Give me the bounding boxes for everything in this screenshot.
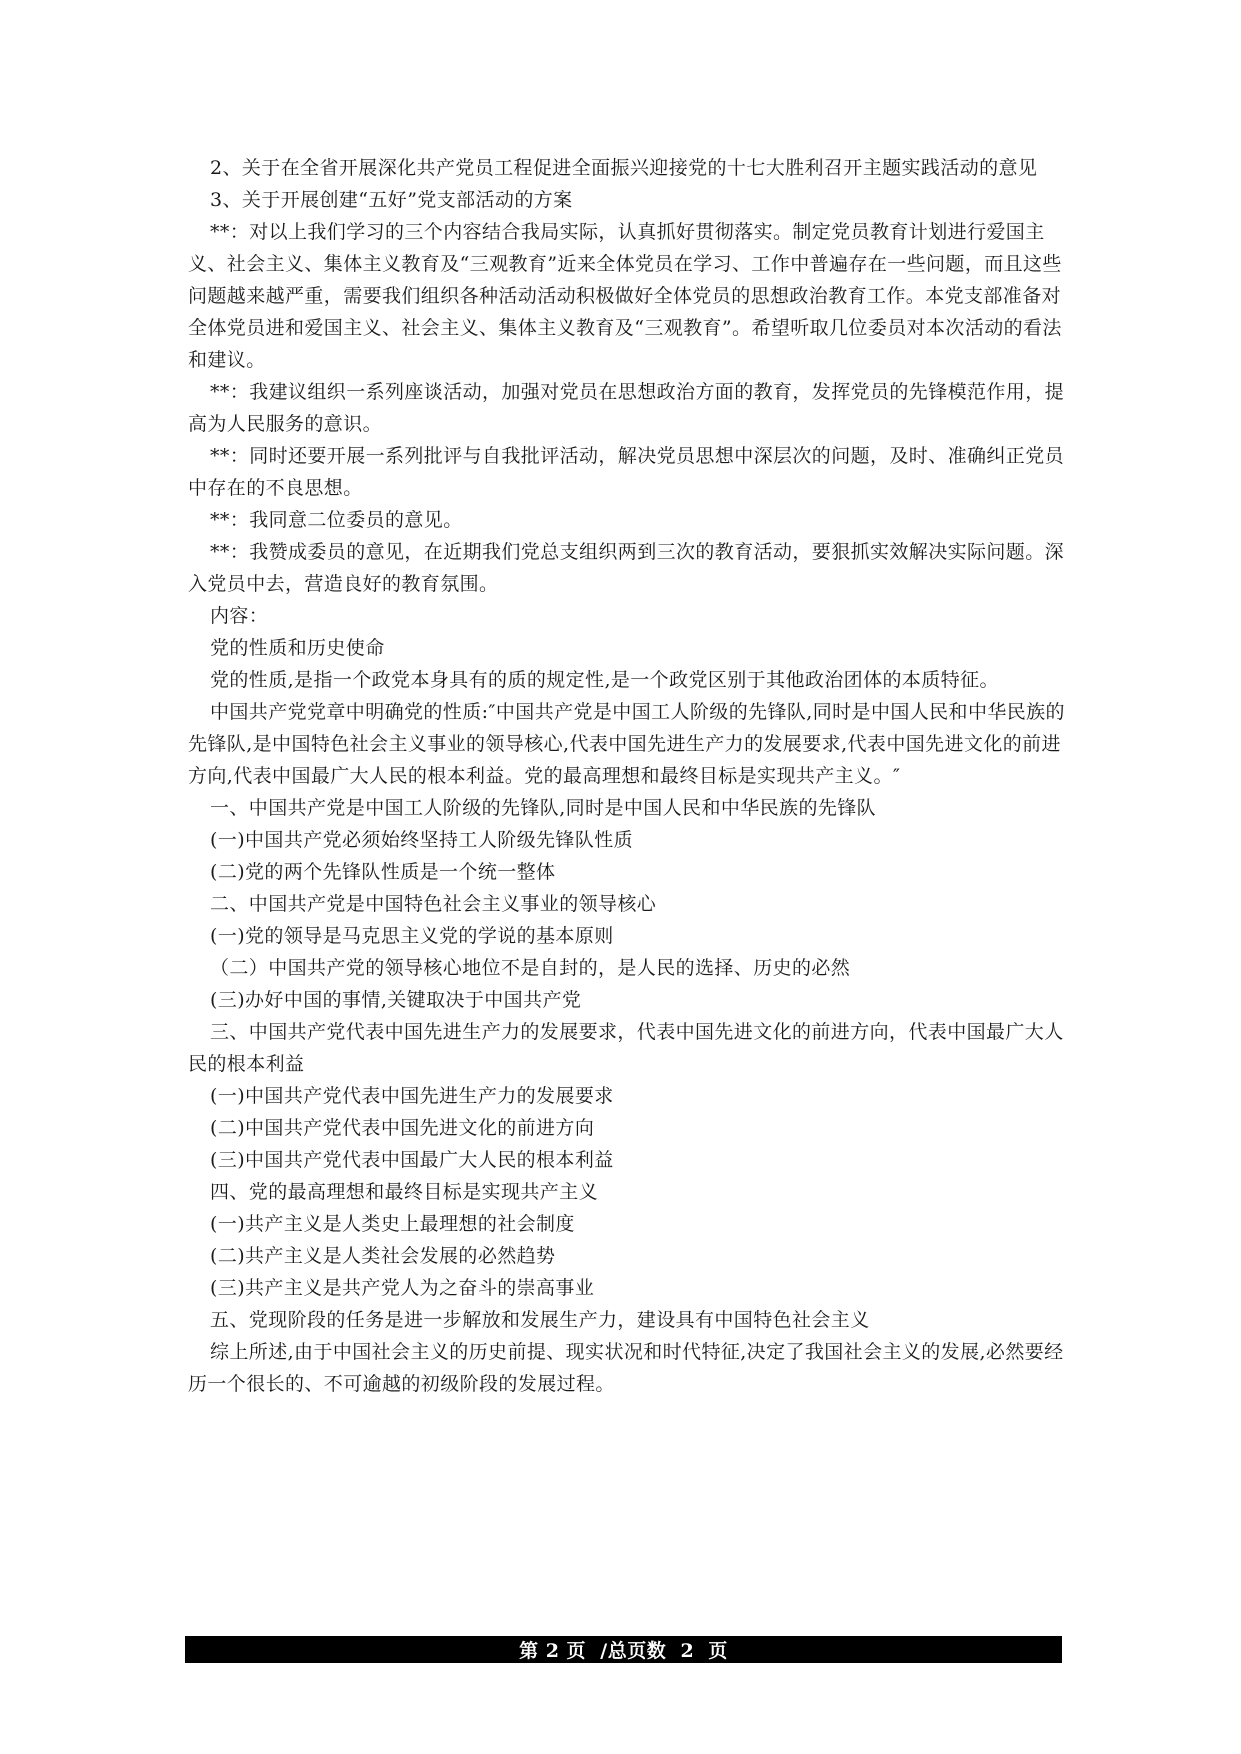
paragraph: 3、关于开展创建“五好”党支部活动的方案 bbox=[210, 189, 573, 211]
outline-item: 一、中国共产党是中国工人阶级的先锋队,同时是中国人民和中华民族的先锋队 bbox=[210, 797, 877, 819]
outline-subitem: (一)中国共产党代表中国先进生产力的发展要求 bbox=[210, 1085, 614, 1107]
outline-subitem: (三)共产主义是共产党人为之奋斗的崇高事业 bbox=[210, 1277, 595, 1299]
outline-subitem: (一)中国共产党必须始终坚持工人阶级先锋队性质 bbox=[210, 829, 634, 851]
outline-subitem: (二)中国共产党代表中国先进文化的前进方向 bbox=[210, 1117, 595, 1139]
outline-subitem: (三)办好中国的事情,关键取决于中国共产党 bbox=[210, 989, 582, 1011]
page-number-label: 第 2 页 /总页数 2 页 bbox=[519, 1640, 728, 1662]
outline-subitem: (二)党的两个先锋队性质是一个统一整体 bbox=[210, 861, 556, 883]
paragraph: 2、关于在全省开展深化共产党员工程促进全面振兴迎接党的十七大胜利召开主题实践活动的意见 bbox=[210, 157, 1038, 179]
outline-subitem: （二）中国共产党的领导核心地位不是自封的，是人民的选择、历史的必然 bbox=[210, 957, 851, 979]
outline-subitem: (一)党的领导是马克思主义党的学说的基本原则 bbox=[210, 925, 614, 947]
document-body bbox=[188, 152, 1070, 1400]
outline-item: 四、党的最高理想和最终目标是实现共产主义 bbox=[210, 1181, 599, 1203]
paragraph: 内容： bbox=[210, 605, 269, 627]
paragraph: **：我赞成委员的意见，在近期我们党总支组织两到三次的教育活动，要狠抓实效解决实际问题。深入党员中去，营造良好的教育氛围。 bbox=[188, 541, 1065, 595]
paragraph: **：我同意二位委员的意见。 bbox=[210, 509, 463, 531]
outline-subitem: (二)共产主义是人类社会发展的必然趋势 bbox=[210, 1245, 556, 1267]
paragraph: 综上所述,由于中国社会主义的历史前提、现实状况和时代特征,决定了我国社会主义的发展,必然要经历一个很长的、不可逾越的初级阶段的发展过程。 bbox=[188, 1341, 1064, 1395]
page-footer bbox=[185, 1636, 1062, 1663]
section-heading: 党的性质和历史使命 bbox=[210, 637, 385, 659]
paragraph: **：我建议组织一系列座谈活动，加强对党员在思想政治方面的教育，发挥党员的先锋模范作用，提高为人民服务的意识。 bbox=[188, 381, 1065, 435]
outline-item: 三、中国共产党代表中国先进生产力的发展要求，代表中国先进文化的前进方向，代表中国最广大人民的根本利益 bbox=[188, 1021, 1064, 1075]
outline-subitem: (一)共产主义是人类史上最理想的社会制度 bbox=[210, 1213, 575, 1235]
outline-item: 二、中国共产党是中国特色社会主义事业的领导核心 bbox=[210, 893, 657, 915]
paragraph: 中国共产党党章中明确党的性质:″中国共产党是中国工人阶级的先锋队,同时是中国人民和中华民族的先锋队,是中国特色社会主义事业的领导核心,代表中国先进生产力的发展要求,代表中国先进文化的前进方向,代表中国最广大人民的根本利益。党的最高理想和最终目标是实现共产主义。″ bbox=[188, 701, 1065, 787]
paragraph: 党的性质,是指一个政党本身具有的质的规定性,是一个政党区别于其他政治团体的本质特征。 bbox=[210, 669, 999, 691]
paragraph: **：同时还要开展一系列批评与自我批评活动，解决党员思想中深层次的问题，及时、准确纠正党员中存在的不良思想。 bbox=[188, 445, 1065, 499]
paragraph: **：对以上我们学习的三个内容结合我局实际，认真抓好贯彻落实。制定党员教育计划进行爱国主义、社会主义、集体主义教育及“三观教育”近来全体党员在学习、工作中普遍存在一些问题，而且这些问题越来越严重，需要我们组织各种活动活动积极做好全体党员的思想政治教育工作。本党支部准备对全体党员进和爱国主义、社会主义、集体主义教育及“三观教育”。希望听取几位委员对本次活动的看法和建议。 bbox=[188, 221, 1062, 371]
outline-item: 五、党现阶段的任务是进一步解放和发展生产力，建设具有中国特色社会主义 bbox=[210, 1309, 870, 1331]
outline-subitem: (三)中国共产党代表中国最广大人民的根本利益 bbox=[210, 1149, 614, 1171]
